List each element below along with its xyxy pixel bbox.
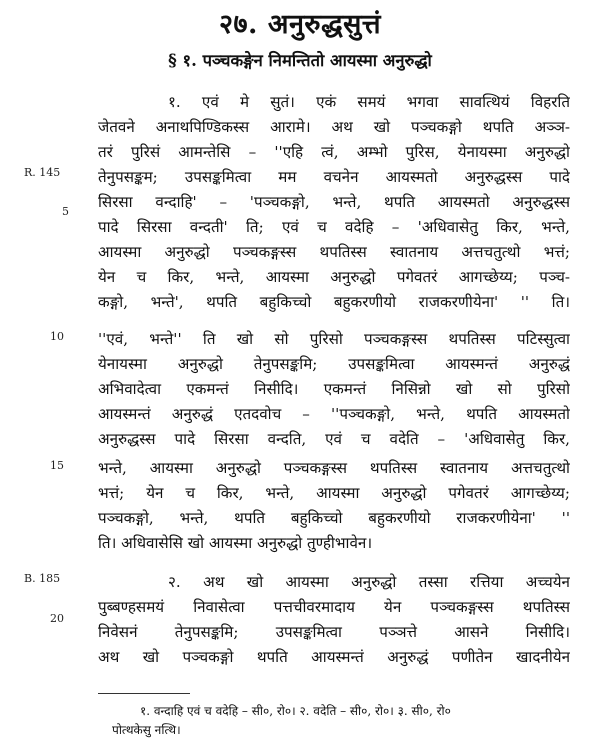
text-line: कङ्गो, भन्ते', थपति बहुकिच्चो बहुकरणीयो राजकरणीयेना' '' ति। [98,293,570,311]
line-number-15: 15 [50,459,64,472]
sutta-title: २७. अनुरुद्धसुत्तं [218,9,382,40]
text-line: अभिवादेत्वा एकमन्तं निसीदि। एकमन्तं निसिन्नो खो सो पुरिसो [98,380,570,398]
text-line: आयस्मन्तं अनुरुद्धं एतदवोच – ''पञ्चकङ्गो, भन्ते, थपति आयस्मतो [98,405,570,423]
section-heading: § १. पञ्चकङ्गेन निमन्तितो आयस्मा अनुरुद्धो [168,51,432,70]
text-line: भन्ते, आयस्मा अनुरुद्धो पञ्चकङ्गस्स थपतिस्स स्वातनाय अत्तचतुत्थो [98,459,570,477]
page-ref-r145: R. 145 [24,166,61,179]
text-line: येनायस्मा अनुरुद्धो तेनुपसङ्कमि; उपसङ्कमित्वा आयस्मन्तं अनुरुद्धं [98,355,570,373]
text-line: अथ खो पञ्चकङ्गो थपति आयस्मन्तं अनुरुद्धं पणीतेन खादनीयेन [98,648,570,666]
text-line: पुब्बण्हसमयं निवासेत्वा पत्तचीवरमादाय येन पञ्चकङ्गस्स थपतिस्स [98,598,570,616]
text-line: अनुरुद्धस्स पादे सिरसा वन्दति, एवं च वदेति – 'अधिवासेतु किर, [98,430,570,448]
text-line: भत्तं; येन च किर, भन्ते, आयस्मा अनुरुद्धो पगेवतरं आगच्छेय्य; [98,484,570,502]
text-line: येन च किर, भन्ते, आयस्मा अनुरुद्धो पगेवतरं आगच्छेय्य; पञ्च- [98,268,570,286]
page-ref-b185: B. 185 [24,572,61,585]
text-line: तरं पुरिसं आमन्तेसि – ''एहि त्वं, अम्भो पुरिस, येनायस्मा अनुरुद्धो [98,143,570,161]
footnote-line: पोत्थकेसु नत्थि। [112,723,181,737]
text-line: पञ्चकङ्गो, भन्ते, थपति बहुकिच्चो बहुकरणीयो राजकरणीयेना' '' [98,509,570,527]
text-line: १. एवं मे सुतं। एकं समयं भगवा सावत्थियं विहरति [168,93,570,111]
text-line: ति। अधिवासेसि खो आयस्मा अनुरुद्धो तुण्हीभावेन। [98,534,373,552]
text-line: पादे सिरसा वन्दती' ति; एवं च वदेहि – 'अधिवासेतु किर, भन्ते, [98,218,570,236]
line-number-5: 5 [62,205,69,218]
text-line: सिरसा वन्दाहि' – 'पञ्चकङ्गो, भन्ते, थपति आयस्मतो अनुरुद्धस्स [98,193,570,211]
text-line: निवेसनं तेनुपसङ्कमि; उपसङ्कमित्वा पञ्ञत्ते आसने निसीदि। [98,623,570,641]
text-line: ''एवं, भन्ते'' ति खो सो पुरिसो पञ्चकङ्गस्स थपतिस्स पटिस्सुत्वा [98,330,570,348]
footnote-line: १. वन्दाहि एवं च वदेहि – सी०, रो०। २. वदेति – सी०, रो०। ३. सी०, रो० [140,704,451,718]
line-number-20: 20 [50,612,64,625]
text-line: आयस्मा अनुरुद्धो पञ्चकङ्गस्स थपतिस्स स्वातनाय अत्तचतुत्थो भत्तं; [98,243,570,261]
text-line: २. अथ खो आयस्मा अनुरुद्धो तस्सा रत्तिया अच्चयेन [168,573,570,591]
line-number-10: 10 [50,330,64,343]
footnote-rule [98,693,190,694]
text-line: तेनुपसङ्कम; उपसङ्कमित्वा मम वचनेन आयस्मतो अनुरुद्धस्स पादे [98,168,570,186]
text-line: जेतवने अनाथपिण्डिकस्स आरामे। अथ खो पञ्चकङ्गो थपति अञ्ञ- [98,118,570,136]
